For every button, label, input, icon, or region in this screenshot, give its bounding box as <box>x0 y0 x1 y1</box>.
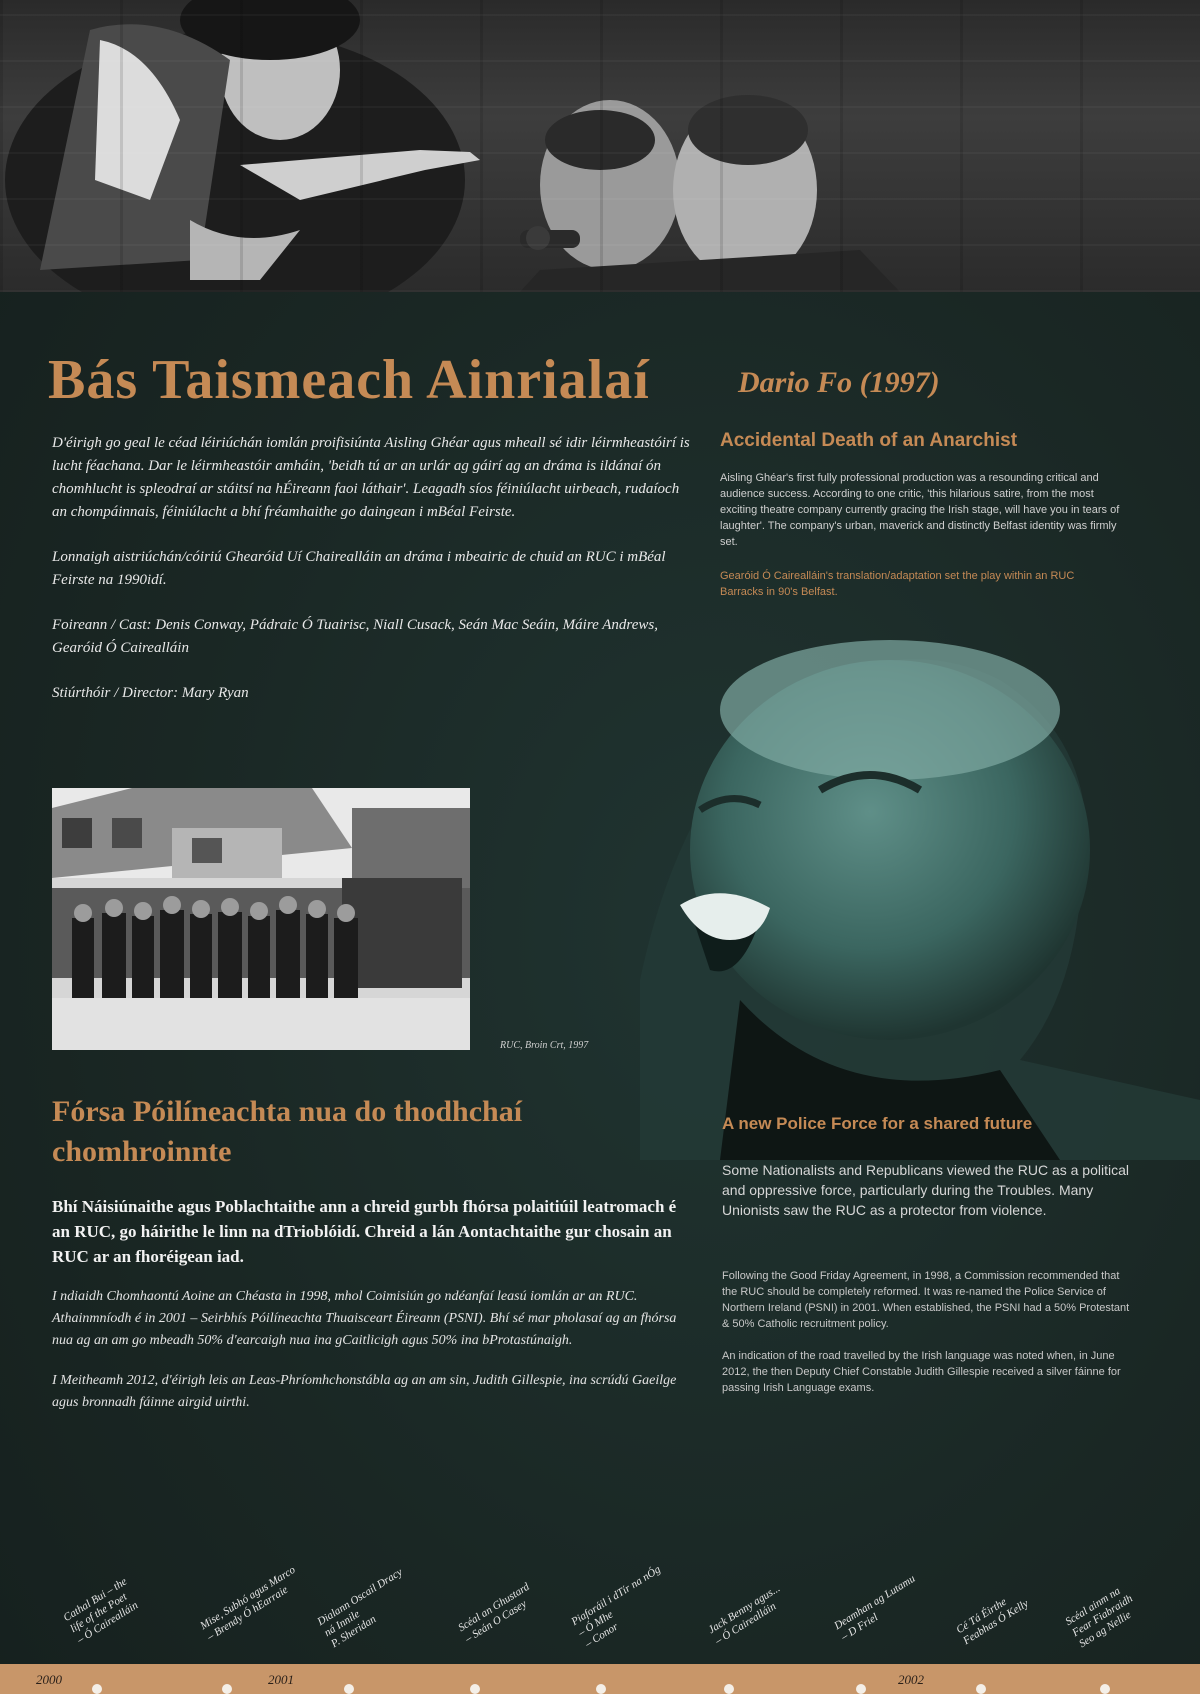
ruc-street-scene <box>52 788 470 1050</box>
timeline-dot <box>596 1684 606 1694</box>
top-production-photo <box>0 0 1200 292</box>
ruc-photo <box>52 788 470 1050</box>
timeline-item-label: Dialann Oscail Dracy ná Innile P. Sheridan <box>315 1566 405 1651</box>
title-author: Dario Fo (1997) <box>738 366 940 399</box>
irish-intro <box>52 432 692 727</box>
timeline-year: 2000 <box>36 1672 62 1687</box>
timeline-dot <box>976 1684 986 1694</box>
irish-intro-paragraph: Lonnaigh aistriúchán/cóiriú Ghearóid Uí Chairealláin an dráma i mbeairic de chuid an RUC i mBéal Feirste na 1990idí. <box>52 549 666 588</box>
irish-section-body <box>52 1286 692 1432</box>
photo-caption: RUC, Broin Crt, 1997 <box>500 1040 589 1051</box>
timeline-item-label: Deamhan ag Lutamu – D Friel <box>832 1572 918 1644</box>
timeline-item-label: Mise, Subhó agus Marco – Brendy Ó hEarraie <box>198 1563 298 1644</box>
cast-list: Foireann / Cast: Denis Conway, Pádraic Ó Tuairisc, Niall Cusack, Seán Mac Seáin, Máire Andrews, Gearóid Ó Cairealláin <box>52 617 658 656</box>
irish-section-heading: Fórsa Póilíneachta nua do thodhchaí chomhroinnte <box>52 1095 523 1168</box>
irish-intro-paragraph: D'éirigh go geal le céad léiriúchán iomlán proifisiúnta Aisling Ghéar agus mheall sé idir léirmheastóirí is lucht féachana. Dar le léirmheastóir amháin, 'beidh tú ar an urlár ag gáirí ag an dráma is ildánaí ón chomhlucht is spleodraí ar stáitsí na hÉireann faoi láthair'. Leagadh síos féiniúlacht uirbeach, rudaíoch an chompáinnais, féiniúlacht a bhí fréamhaithe go daingean i mBéal Feirste. <box>52 435 690 520</box>
english-section-paragraph: An indication of the road travelled by the Irish language was noted when, in June 2012, the then Deputy Chief Constable Judith Gillespie received a silver fáinne for passing Irish Language exams. <box>722 1350 1121 1394</box>
timeline-dot <box>344 1684 354 1694</box>
timeline-dot <box>222 1684 232 1694</box>
timeline-dot <box>1100 1684 1110 1694</box>
timeline-item-label: Scéal an Ghustard – Seán O Casey <box>456 1580 532 1646</box>
english-intro <box>720 470 1120 618</box>
timeline-dot <box>724 1684 734 1694</box>
irish-section-lead: Bhí Náisiúnaithe agus Poblachtaithe ann a chreid gurbh fhórsa polaitiúil leatromach é an RUC, go háirithe le linn na dTrioblóidí. Chreid a lán Aontachtaithe gur chosain an RUC ar an fhoréigean iad. <box>52 1197 677 1266</box>
photo-wall-texture <box>0 0 1200 292</box>
timeline-year: 2001 <box>268 1672 294 1687</box>
irish-section-paragraph: I Meitheamh 2012, d'éirigh leis an Leas-Phríomhchonstábla ag an am sin, Judith Gillespie, ina scrúdú Gaeilge agus bronnadh fáinne airgid uirthi. <box>52 1373 677 1410</box>
timeline-item-label: Cé Tá Éirthe Feabhas Ó Kelly <box>954 1595 1031 1648</box>
english-section-body <box>722 1268 1132 1412</box>
timeline-dot <box>856 1684 866 1694</box>
timeline-item-label: Cathal Bui – the life of the Poet – Ó Cairealláin <box>61 1575 141 1647</box>
english-title: Accidental Death of an Anarchist <box>720 430 1018 451</box>
english-intro-paragraph: Aisling Ghéar's first fully professional production was a resounding critical and audience success. According to one critic, 'this hilarious satire, from the most exciting theatre company currently gracing the Irish stage, will have you in tears of laughter'. The company's urban, maverick and distinctly Belfast identity was firmly set. <box>720 472 1120 548</box>
timeline-dot <box>470 1684 480 1694</box>
english-section-lead: Some Nationalists and Republicans viewed the RUC as a political and oppressive force, particularly during the Troubles. Many Unionists saw the RUC as a protector from violence. <box>722 1162 1129 1218</box>
timeline-item-label: Jack Benny agus... – Ó Cairealláin <box>706 1582 783 1648</box>
director-credit: Stiúrthóir / Director: Mary Ryan <box>52 685 249 701</box>
timeline-item-label: Piaforáil i dTír na nÓg – Ó Mhe – Conor <box>569 1563 663 1651</box>
english-section-paragraph: Following the Good Friday Agreement, in 1998, a Commission recommended that the RUC should be completely reformed. It was re-named the Police Service of Northern Ireland (PSNI) in 2001. When established, the PSNI had a 50% Protestant & 50% Catholic recruitment policy. <box>722 1270 1130 1330</box>
irish-section-paragraph: I ndiaidh Chomhaontú Aoine an Chéasta in 1998, mhol Coimisiún go ndéanfaí leasú iomlán ar an RUC. Athainmníodh é in 2001 – Seirbhís Póilíneachta Thuaisceart Éireann (PSNI). Bhí sé mar pholasaí ag an fhórsa nua ag an am go mbeadh 50% d'earcaigh nua ina gCaitlicigh agus 50% ina bProtastúnaigh. <box>52 1289 677 1348</box>
timeline-year: 2002 <box>898 1672 924 1687</box>
english-section-heading: A new Police Force for a shared future <box>722 1114 1033 1133</box>
english-intro-paragraph: Gearóid Ó Cairealláin's translation/adaptation set the play within an RUC Barracks in 90's Belfast. <box>720 570 1075 598</box>
dario-fo-portrait <box>640 640 1200 1160</box>
timeline-item-label: Scéal ainm na Fear Fiabraidh Seo ag Nellie <box>1063 1584 1135 1651</box>
page-title: Bás Taismeach Ainrialaí <box>48 349 650 411</box>
timeline-dot <box>92 1684 102 1694</box>
